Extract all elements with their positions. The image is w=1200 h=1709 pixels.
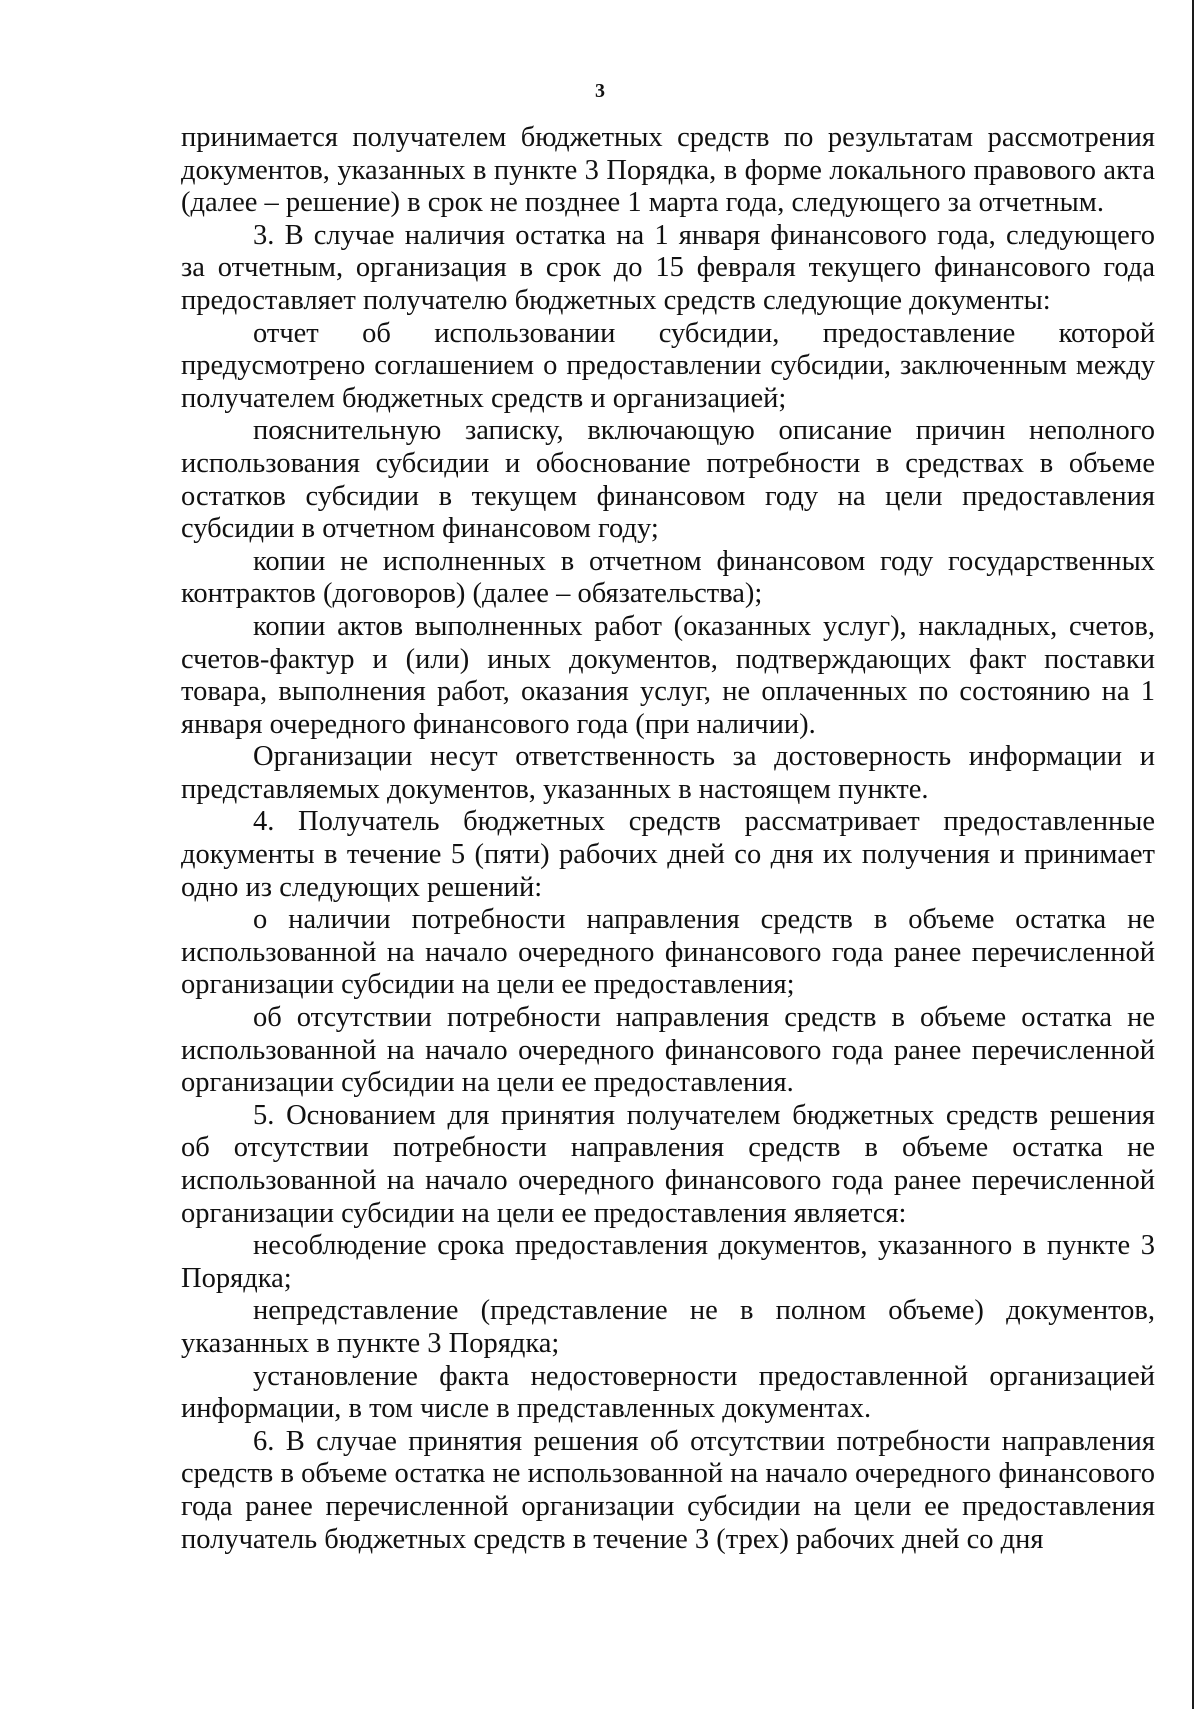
paragraph-decision-no: об отсутствии потребности направления средств в объеме остатка не использованной на начало очередного финансового года ранее перечисленной организации субсидии на цели ее предоставления.	[181, 1002, 1155, 1099]
paragraph-ground-deadline: несоблюдение срока предоставления документов, указанного в пункте 3 Порядка;	[181, 1230, 1155, 1294]
paragraph-continuation: принимается получателем бюджетных средств по результатам рассмотрения документов, указанных в пункте 3 Порядка, в форме локального правового акта (далее – решение) в срок не позднее 1 марта года, следующего за отчетным.	[181, 122, 1155, 219]
paragraph-responsibility: Организации несут ответственность за достоверность информации и представляемых документов, указанных в настоящем пункте.	[181, 741, 1155, 805]
paragraph-report: отчет об использовании субсидии, предоставление которой предусмотрено соглашением о предоставлении субсидии, заключенным между получателем бюджетных средств и организацией;	[181, 317, 1155, 414]
paragraph-ground-false-info: установление факта недостоверности предоставленной организацией информации, в том числе в представленных документах.	[181, 1360, 1155, 1425]
paragraph-ground-missing-docs: непредставление (представление не в полном объеме) документов, указанных в пункте 3 Порядка;	[181, 1295, 1155, 1359]
paragraph-contract-copies: копии не исполненных в отчетном финансовом году государственных контрактов (договоров) (далее – обязательства);	[181, 545, 1155, 610]
scan-edge-line	[1192, 0, 1194, 1709]
document-body	[181, 122, 1155, 1556]
paragraph-item-3: 3. В случае наличия остатка на 1 января финансового года, следующего за отчетным, организация в срок до 15 февраля текущего финансового года предоставляет получателю бюджетных средств следующие документы:	[181, 219, 1155, 316]
paragraph-item-5: 5. Основанием для принятия получателем бюджетных средств решения об отсутствии потребности направления средств в объеме остатка не использованной на начало очередного финансового года ранее перечисленной организации субсидии на цели ее предоставления является:	[181, 1099, 1155, 1229]
paragraph-explanatory-note: пояснительную записку, включающую описание причин неполного использования субсидии и обоснование потребности в средствах в объеме остатков субсидии в текущем финансовом году на цели предоставления субсидии в отчетном финансовом году;	[181, 415, 1155, 545]
paragraph-decision-yes: о наличии потребности направления средств в объеме остатка не использованной на начало очередного финансового года ранее перечисленной организации субсидии на цели ее предоставления;	[181, 904, 1155, 1001]
paragraph-act-copies: копии актов выполненных работ (оказанных услуг), накладных, счетов, счетов-фактур и (или) иных документов, подтверждающих факт поставки товара, выполнения работ, оказания услуг, не оплаченных по состоянию на 1 января очередного финансового года (при наличии).	[181, 610, 1155, 740]
paragraph-item-4: 4. Получатель бюджетных средств рассматривает предоставленные документы в течение 5 (пяти) рабочих дней со дня их получения и принимает одно из следующих решений:	[181, 806, 1155, 903]
paragraph-item-6: 6. В случае принятия решения об отсутствии потребности направления средств в объеме остатка не использованной на начало очередного финансового года ранее перечисленной организации субсидии на цели ее предоставления получатель бюджетных средств в течение 3 (трех) рабочих дней со дня	[181, 1425, 1155, 1555]
page-number: 3	[595, 80, 605, 102]
